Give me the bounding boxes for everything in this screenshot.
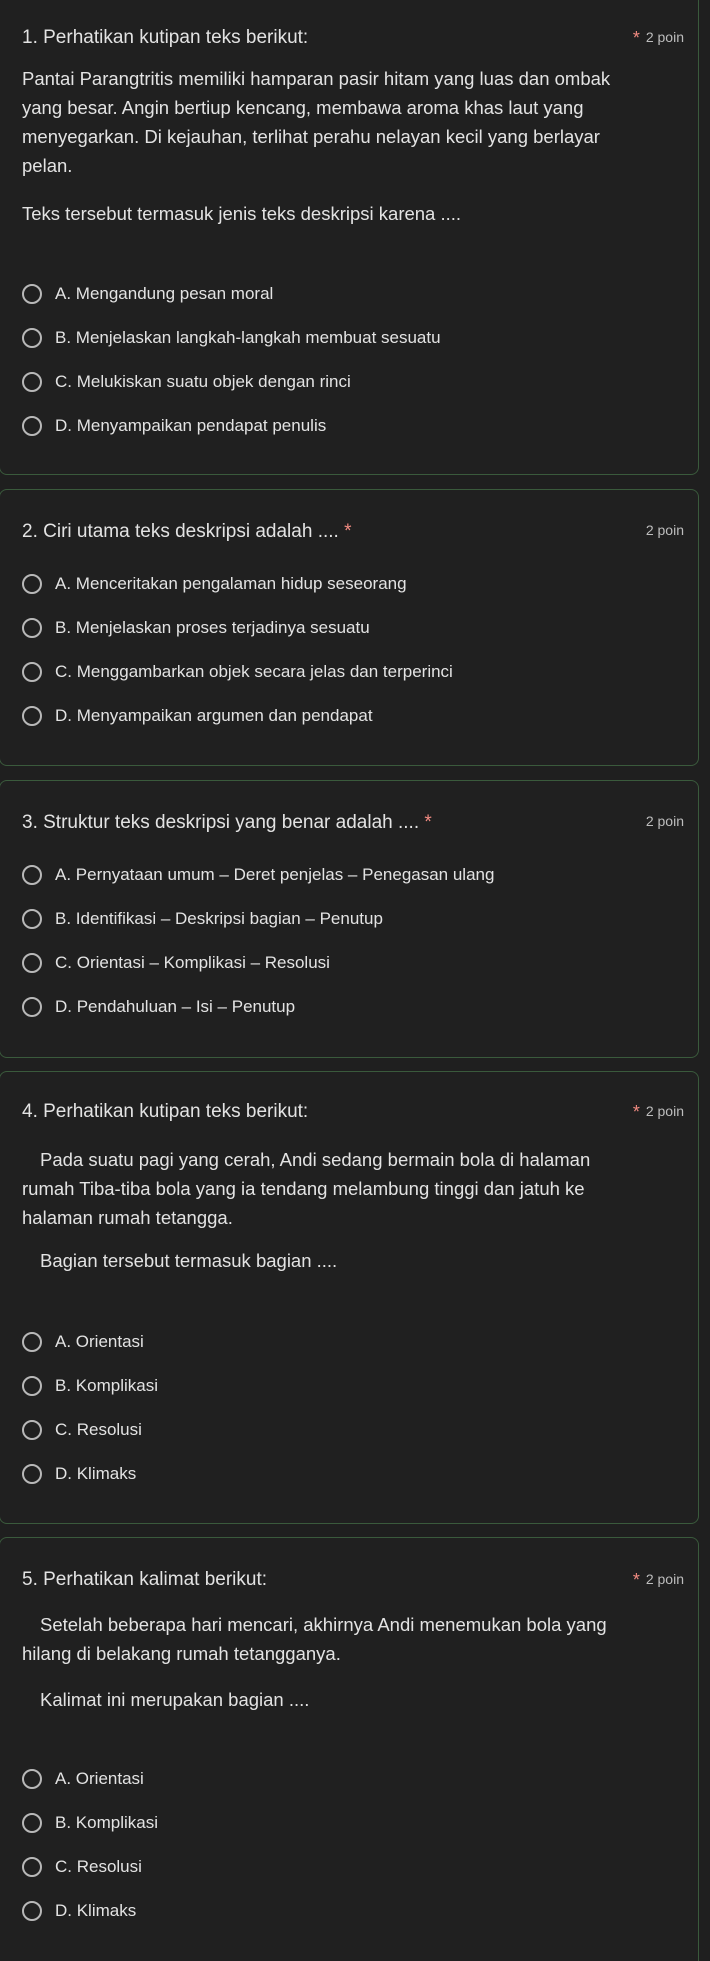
radio-circle-icon[interactable] [22, 706, 42, 726]
question-card-4 [0, 1071, 699, 1524]
option-5c[interactable]: C. Resolusi [22, 1854, 142, 1880]
question-prompt: Kalimat ini merupakan bagian .... [40, 1689, 310, 1710]
radio-circle-icon[interactable] [22, 1464, 42, 1484]
points-label: 2 poin [645, 522, 684, 538]
radio-circle-icon[interactable] [22, 1332, 42, 1352]
question-title: 3. Struktur teks deskripsi yang benar adalah .... * [22, 812, 432, 833]
option-5b[interactable]: B. Komplikasi [22, 1810, 158, 1836]
radio-circle-icon[interactable] [22, 1769, 42, 1789]
radio-circle-icon[interactable] [22, 953, 42, 973]
option-3d[interactable]: D. Pendahuluan – Isi – Penutup [22, 994, 295, 1020]
radio-circle-icon[interactable] [22, 328, 42, 348]
radio-circle-icon[interactable] [22, 1420, 42, 1440]
points-label: * 2 poin [632, 1102, 684, 1122]
required-asterisk: * [344, 521, 352, 542]
question-title: 5. Perhatikan kalimat berikut: [22, 1569, 268, 1590]
option-1a[interactable]: A. Mengandung pesan moral [22, 281, 273, 307]
points-label: * 2 poin [632, 28, 684, 48]
radio-circle-icon[interactable] [22, 909, 42, 929]
question-passage: Pada suatu pagi yang cerah, Andi sedang bermain bola di halaman rumah Tiba-tiba bola yang ia tendang melambung tinggi dan jatuh ke halaman rumah tetangga. [22, 1149, 591, 1228]
radio-circle-icon[interactable] [22, 618, 42, 638]
option-4b[interactable]: B. Komplikasi [22, 1373, 158, 1399]
question-prompt: Bagian tersebut termasuk bagian .... [40, 1250, 338, 1271]
option-2c[interactable]: C. Menggambarkan objek secara jelas dan terperinci [22, 659, 453, 685]
question-title: 1. Perhatikan kutipan teks berikut: [22, 27, 309, 48]
points-label: 2 poin [645, 813, 684, 829]
radio-circle-icon[interactable] [22, 865, 42, 885]
radio-circle-icon[interactable] [22, 416, 42, 436]
question-title: 4. Perhatikan kutipan teks berikut: [22, 1101, 309, 1122]
radio-circle-icon[interactable] [22, 372, 42, 392]
option-1b[interactable]: B. Menjelaskan langkah-langkah membuat sesuatu [22, 325, 441, 351]
question-passage: Setelah beberapa hari mencari, akhirnya Andi menemukan bola yang hilang di belakang rumah tetangganya. [22, 1614, 607, 1664]
option-4d[interactable]: D. Klimaks [22, 1461, 136, 1487]
required-asterisk: * [424, 812, 432, 833]
option-3b[interactable]: B. Identifikasi – Deskripsi bagian – Penutup [22, 906, 383, 932]
option-1d[interactable]: D. Menyampaikan pendapat penulis [22, 413, 326, 439]
points-label: * 2 poin [632, 1570, 684, 1590]
question-prompt: Teks tersebut termasuk jenis teks deskripsi karena .... [22, 203, 462, 224]
question-title: 2. Ciri utama teks deskripsi adalah .... * [22, 521, 352, 542]
radio-circle-icon[interactable] [22, 1376, 42, 1396]
required-asterisk: * [632, 28, 640, 48]
option-1c[interactable]: C. Melukiskan suatu objek dengan rinci [22, 369, 351, 395]
radio-circle-icon[interactable] [22, 1901, 42, 1921]
radio-circle-icon[interactable] [22, 284, 42, 304]
question-passage: Pantai Parangtritis memiliki hamparan pasir hitam yang luas dan ombak yang besar. Angin bertiup kencang, membawa aroma khas laut yang menyegarkan. Di kejauhan, terlihat perahu nelayan kecil yang berlayar pelan. [22, 68, 611, 176]
radio-circle-icon[interactable] [22, 1813, 42, 1833]
option-2a[interactable]: A. Menceritakan pengalaman hidup seseorang [22, 571, 407, 597]
option-5a[interactable]: A. Orientasi [22, 1766, 144, 1792]
radio-circle-icon[interactable] [22, 574, 42, 594]
required-asterisk: * [632, 1102, 640, 1122]
radio-circle-icon[interactable] [22, 662, 42, 682]
option-4a[interactable]: A. Orientasi [22, 1329, 144, 1355]
option-3a[interactable]: A. Pernyataan umum – Deret penjelas – Penegasan ulang [22, 862, 494, 888]
option-4c[interactable]: C. Resolusi [22, 1417, 142, 1443]
required-asterisk: * [632, 1570, 640, 1590]
option-2b[interactable]: B. Menjelaskan proses terjadinya sesuatu [22, 615, 370, 641]
option-5d[interactable]: D. Klimaks [22, 1898, 136, 1924]
option-2d[interactable]: D. Menyampaikan argumen dan pendapat [22, 703, 373, 729]
option-3c[interactable]: C. Orientasi – Komplikasi – Resolusi [22, 950, 330, 976]
radio-circle-icon[interactable] [22, 1857, 42, 1877]
radio-circle-icon[interactable] [22, 997, 42, 1017]
